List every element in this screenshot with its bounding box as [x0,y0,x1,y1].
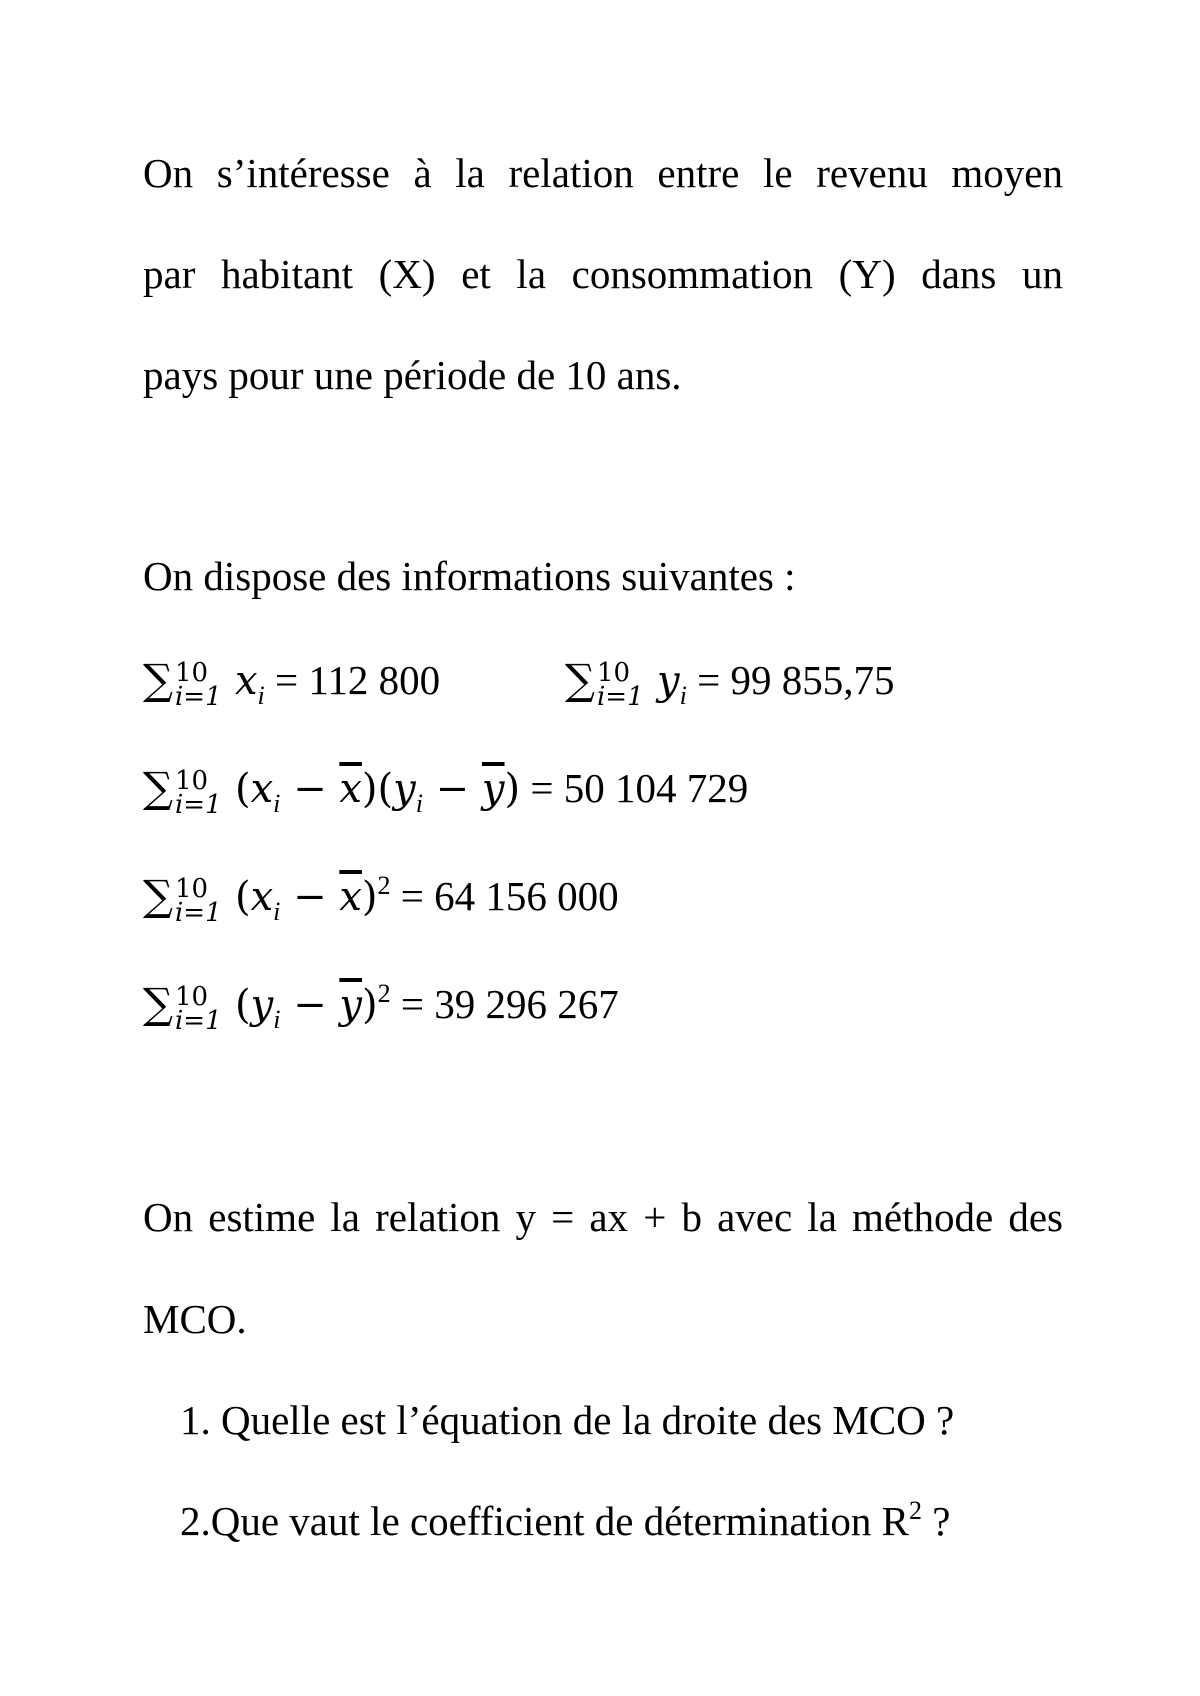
question-2-number: 2. [180,1498,211,1544]
sum-limits: 10 i=1 [596,657,644,712]
sum-limits: 10 i=1 [174,981,222,1036]
sum-xy-deviation-value: = 50 104 729 [530,765,749,811]
formula-sum-y: ∑ 10 i=1 $y_i = 99$ 855,75 [565,655,895,712]
intro-line-2: par habitant (X) et la consommation (Y) dans un [143,251,1063,297]
formula-sum-xy-deviation: ∑ 10 i=1 $(x_i - \overline{x})(y_i - \overline{y}) = 50$ 104 729 [143,763,749,820]
formula-sum-x: ∑ 10 i=1 $x_i = 112$ 800 [143,655,441,712]
sum-x-value: = 112 800 [275,657,441,703]
estimation-line-1: On estime la relation y = ax + b avec la méthode des [143,1194,1063,1240]
question-2-tail: ? [922,1498,951,1544]
question-1-number: 1. [180,1397,211,1443]
question-2-text: Que vaut le coefficient de détermination R [210,1498,910,1544]
sigma-symbol: ∑ [143,871,173,920]
sum-x-deviation-squared-value: = 64 156 000 [400,873,619,919]
question-2-superscript: 2 [909,1496,923,1525]
intro-line-1: On s’intéresse à la relation entre le revenu moyen [143,150,1063,196]
sum-limits: 10 i=1 [174,765,222,820]
estimation-line-2: MCO. [143,1296,247,1342]
sum-limits: 10 i=1 [174,657,222,712]
sum-y-deviation-squared-value: = 39 296 267 [400,981,619,1027]
intro-line-3: pays pour une période de 10 ans. [143,352,682,398]
sum-y-value: = 99 855,75 [697,657,895,703]
question-1 [180,1395,954,1445]
info-heading: On dispose des informations suivantes : [143,553,796,599]
sigma-symbol: ∑ [143,655,173,704]
sigma-symbol: ∑ [565,655,595,704]
sum-limits: 10 i=1 [174,873,222,928]
question-1-text: Quelle est l’équation de la droite des MCO ? [221,1397,955,1443]
formula-sum-y-deviation-squared: ∑ 10 i=1 $(y_i - \overline{y})^2 = 39$ 296 267 [143,979,619,1036]
question-2 [180,1496,950,1552]
formula-sum-x-deviation-squared: ∑ 10 i=1 $(x_i - \overline{x})^2 = 64$ 156 000 [143,871,619,928]
sigma-symbol: ∑ [143,763,173,812]
sigma-symbol: ∑ [143,979,173,1028]
